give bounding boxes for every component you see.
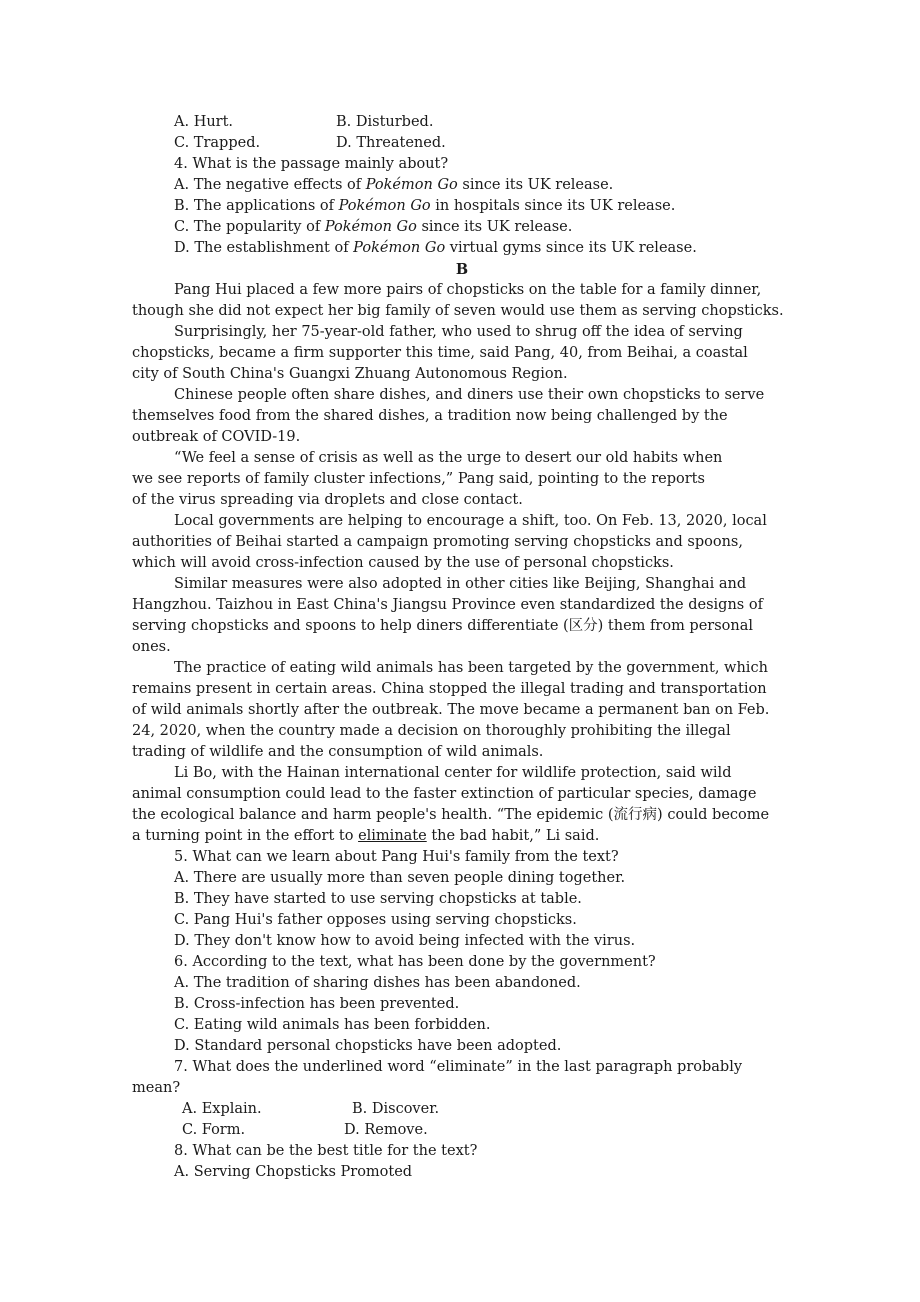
q4-option-a[interactable]: A. The negative effects of Pokémon Go since its UK release. — [174, 177, 614, 193]
q4-option-b[interactable]: B. The applications of Pokémon Go in hospitals since its UK release. — [174, 198, 676, 214]
q6-stem: 6. According to the text, what has been done by the government? — [174, 954, 656, 970]
passage-paragraph-7: The practice of eating wild animals has been targeted by the government, which remains present in certain areas. China stopped the illegal trading and transportation of wild animals shortly after the outbreak. The move became a permanent ban on Feb. 24, 2020, when the country made a decision on thoroughly prohibiting the illegal trading of wildlife and the consumption of wild animals. — [132, 660, 770, 760]
q6-option-d[interactable]: D. Standard personal chopsticks have been adopted. — [174, 1038, 562, 1054]
q6-option-b[interactable]: B. Cross-infection has been prevented. — [174, 996, 460, 1012]
q7-option-c[interactable]: C. Form. — [182, 1122, 246, 1138]
q5-option-d[interactable]: D. They don't know how to avoid being infected with the virus. — [174, 933, 636, 949]
passage-paragraph-1: Pang Hui placed a few more pairs of chopsticks on the table for a family dinner, though she did not expect her big family of seven would use them as serving chopsticks. — [132, 282, 784, 319]
q3-option-b[interactable]: B. Disturbed. — [336, 114, 434, 130]
q7-option-d[interactable]: D. Remove. — [344, 1122, 428, 1138]
q5-option-a[interactable]: A. There are usually more than seven people dining together. — [174, 870, 626, 886]
q4-option-c[interactable]: C. The popularity of Pokémon Go since its UK release. — [174, 219, 573, 235]
q7-option-b[interactable]: B. Discover. — [352, 1101, 440, 1117]
section-b-heading: B — [455, 261, 469, 278]
q4-option-d[interactable]: D. The establishment of Pokémon Go virtual gyms since its UK release. — [174, 240, 697, 256]
q3-option-d[interactable]: D. Threatened. — [336, 135, 446, 151]
passage-paragraph-2: Surprisingly, her 75-year-old father, who used to shrug off the idea of serving chopsticks, became a firm supporter this time, said Pang, 40, from Beihai, a coastal city of South China's Guangxi Zhuang Autonomous Region. — [132, 324, 748, 382]
q7-option-a[interactable]: A. Explain. — [182, 1101, 262, 1117]
q8-option-a[interactable]: A. Serving Chopsticks Promoted — [174, 1164, 413, 1180]
passage-paragraph-5: Local governments are helping to encourage a shift, too. On Feb. 13, 2020, local authorities of Beihai started a campaign promoting serving chopsticks and spoons, which will avoid cross-infection caused by the use of personal chopsticks. — [132, 513, 767, 571]
q5-option-c[interactable]: C. Pang Hui's father opposes using serving chopsticks. — [174, 912, 577, 928]
q3-option-row-1 — [132, 112, 792, 133]
q5-option-b[interactable]: B. They have started to use serving chopsticks at table. — [174, 891, 582, 907]
q8-stem: 8. What can be the best title for the text? — [174, 1143, 478, 1159]
q3-option-row-2 — [132, 133, 792, 154]
underlined-word-eliminate: eliminate — [358, 828, 427, 844]
q3-option-a[interactable]: A. Hurt. — [174, 114, 234, 130]
q7-stem-continued: mean? — [132, 1080, 181, 1096]
passage-paragraph-8: Li Bo, with the Hainan international center for wildlife protection, said wild animal consumption could lead to the faster extinction of particular species, damage the ecological balance and harm people's health. “The epidemic (流行病) could become a turning point in the effort to eliminate the bad habit,” Li said. — [132, 765, 770, 844]
q3-option-c[interactable]: C. Trapped. — [174, 135, 261, 151]
q7-stem: 7. What does the underlined word “eliminate” in the last paragraph probably — [174, 1059, 743, 1075]
q4-stem: 4. What is the passage mainly about? — [174, 156, 449, 172]
q7-option-row-1 — [132, 1099, 792, 1120]
q7-option-row-2 — [132, 1120, 792, 1141]
passage-paragraph-3: Chinese people often share dishes, and diners use their own chopsticks to serve themselves food from the shared dishes, a tradition now being challenged by the outbreak of COVID-19. — [132, 387, 765, 445]
passage-paragraph-6: Similar measures were also adopted in other cities like Beijing, Shanghai and Hangzhou. Taizhou in East China's Jiangsu Province even standardized the designs of serving chopsticks and spoons to help diners differentiate (区分) them from personal ones. — [132, 576, 763, 655]
q5-stem: 5. What can we learn about Pang Hui's family from the text? — [174, 849, 619, 865]
exam-page — [132, 112, 792, 1183]
q6-option-c[interactable]: C. Eating wild animals has been forbidden. — [174, 1017, 491, 1033]
passage-paragraph-4: “We feel a sense of crisis as well as the urge to desert our old habits when we see reports of family cluster infections,” Pang said, pointing to the reports of the virus spreading via droplets and close contact. — [132, 450, 723, 508]
q6-option-a[interactable]: A. The tradition of sharing dishes has been abandoned. — [174, 975, 581, 991]
